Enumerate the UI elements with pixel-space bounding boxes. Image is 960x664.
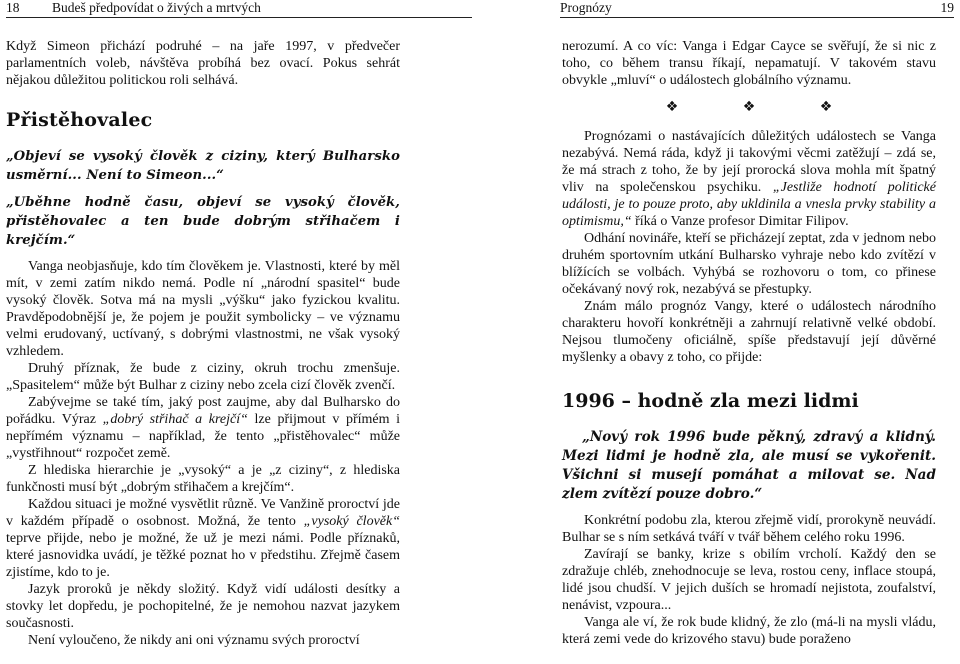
italic-run: „dobrý střihač a krejčí“: [102, 412, 248, 427]
text-run: Zabývejme se také tím, jaký post zaujme, aby dal Bulharsko do pořádku. Výraz: [6, 395, 400, 427]
paragraph: [6, 496, 400, 581]
running-title: Prognózy: [560, 0, 612, 15]
paragraph: Konkrétní podobu zla, kterou zřejmě vidí, prorokyně neuvádí. Bulhar se s ním setkává tváří v tvář během celého roku 1996.: [562, 513, 936, 545]
ornament-divider: ❖ ❖ ❖: [665, 99, 863, 115]
section-heading: 1996 – hodně zla mezi lidmi: [562, 390, 859, 412]
page-number: 19: [940, 0, 954, 15]
header-rule: [6, 17, 472, 18]
left-page-header: [6, 0, 472, 18]
italic-run: „vysoký člověk“: [303, 514, 400, 529]
prophecy-quote: „Nový rok 1996 bude pěkný, zdravý a klidný. Mezi lidmi je hodně zla, ale musí se vykořenit. Všichni si musejí pomáhat a milovat se. Nad zlem zvítězí pouze dobro.“: [562, 429, 936, 502]
italic-run: „Jestliže hodnotí politické události, je to pouze proto, aby ukldinila a vnesla prvky stability a optimismu,“: [562, 180, 936, 229]
page-number: 18: [6, 0, 20, 15]
right-page-header: [560, 0, 954, 18]
right-column: [562, 38, 936, 648]
prophecy-quote: „Objeví se vysoký člověk z ciziny, který Bulharsko usměrní... Není to Simeon...“: [6, 149, 400, 183]
paragraph: Z hlediska hierarchie je „vysoký“ a je „z ciziny“, z hlediska funkčnosti musí být „dobrým střihačem a krejčím“.: [6, 463, 400, 495]
paragraph: [562, 128, 936, 230]
text-run: teprve přijde, nebo je možné, že už je mezi námi. Podle příznaků, které jasnovidka uvádí, je těžké poznat ho v předstihu. Zřejmě časem zjistíme, kdo to je.: [6, 531, 400, 580]
header-rule: [560, 17, 954, 18]
paragraph: Není vyloučeno, že nikdy ani oni významu svých proroctví: [28, 633, 360, 648]
paragraph: Odhání novináře, kteří se přicházejí zeptat, zda v jednom nebo druhém sportovním utkání Bulharsko vyhraje nebo kdo zvítězí v blížících se volbách. Vyhýbá se rozhovoru o tom, co přinese očekávaný nový rok, nezabývá se přestupky.: [562, 231, 936, 297]
text-run: říká o Vanze profesor Dimitar Filipov.: [631, 214, 849, 229]
paragraph: Když Simeon přichází podruhé – na jaře 1997, v předvečer parlamentních voleb, návštěva probíhá bez ovací. Pokus sehrát nějakou důležitou politickou roli selhává.: [6, 39, 400, 88]
text-run: Každou situaci je možné vysvětlit různě. Ve Vanžině proroctví jde v každém případě o osobnost. Možná, že tento: [6, 497, 400, 529]
paragraph: nerozumí. A co víc: Vanga i Edgar Cayce se svěřují, že si nic z toho, co během transu říkají, nepamatují. V takovém stavu obvykle „mluví“ o událostech globálního významu.: [562, 39, 936, 88]
paragraph: Znám málo prognóz Vangy, které o událostech národního charakteru hovoří konkrétněji a zahrnují relativně velké období. Nejsou tlumočeny oficiálně, spíše představují její důvěrné myšlenky a obavy z toho, co přijde:: [562, 299, 936, 365]
left-column: [6, 38, 400, 649]
text-run: lze přijmout v přímém i nepřímém významu – například, že tento „přistěhovalec“ může „vystřihnout“ rozpočet země.: [6, 412, 400, 461]
right-page: [480, 0, 960, 664]
prophecy-quote: „Uběhne hodně času, objeví se vysoký člověk, přistěhovalec a ten bude dobrým střihačem i krejčím.“: [6, 195, 400, 248]
paragraph: Vanga ale ví, že rok bude klidný, že zlo (má-li na mysli vládu, která zemi vede do krizového stavu) bude poraženo: [562, 615, 936, 647]
paragraph: Jazyk proroků je někdy složitý. Když vidí události desítky a stovky let dopředu, je pochopitelné, že je nemohou nazvat jazykem současnosti.: [6, 582, 400, 631]
paragraph: Vanga neobjasňuje, kdo tím člověkem je. Vlastnosti, které by měl mít, v zemi zatím nikdo nemá. Podle ní „národní spasitel“ bude vysoký člověk. Sotva má na mysli „výšku“ jako fyzickou kvalitu. Pravděpodobnější je, že pojem je použit symbolicky – ve významu velmi erudovaný, uctívaný, s dobrými vlastnostmi, ne však vysoký vzhledem.: [6, 259, 400, 359]
paragraph: Zavírají se banky, krize s obilím vrcholí. Každý den se zdražuje chléb, znehodnocuje se leva, rostou ceny, inflace stoupá, lidé jsou chudší. V jejich duších se hromadí nejistota, zoufalství, nenávist, vzpoura...: [562, 547, 936, 613]
text-run: Prognózami o nastávajících důležitých událostech se Vanga nezabývá. Nemá ráda, když ji takovými věcmi zatěžují – zdá se, že má strach z toho, že by její prorocká slova mohla mít špatný vliv na společenskou psychiku.: [562, 129, 936, 195]
paragraph: Druhý příznak, že bude z ciziny, okruh trochu zmenšuje. „Spasitelem“ může být Bulhar z ciziny nebo zcela cizí člověk zvenčí.: [6, 361, 400, 393]
running-title: Budeš předpovídat o živých a mrtvých: [52, 0, 261, 15]
section-heading: Přistěhovalec: [6, 109, 153, 131]
paragraph: [6, 394, 400, 462]
